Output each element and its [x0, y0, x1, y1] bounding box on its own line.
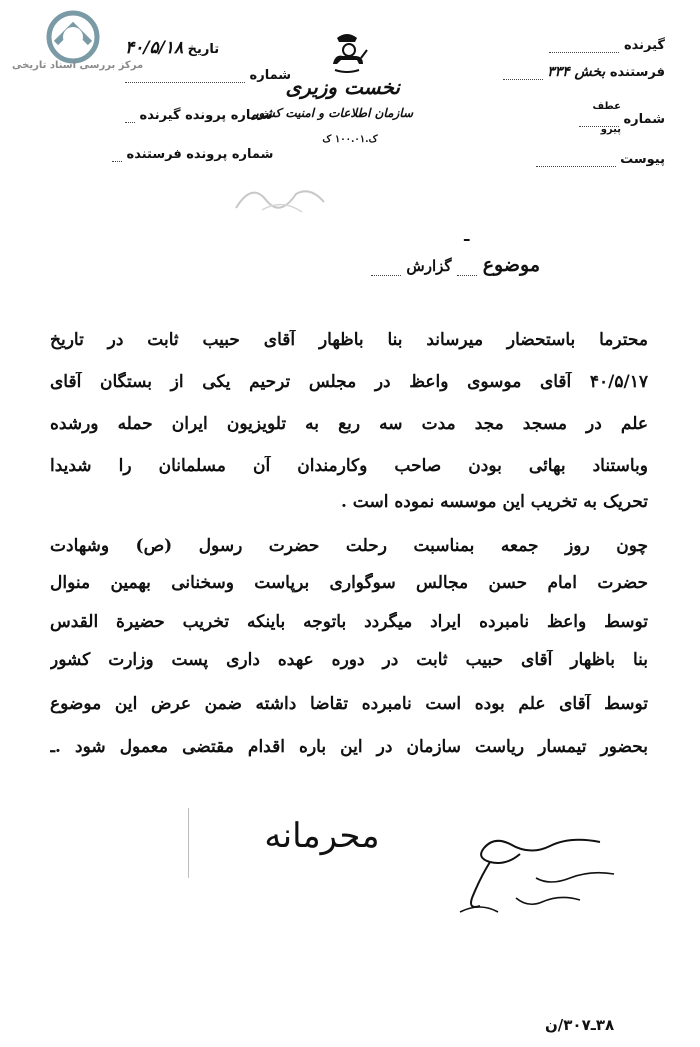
number-label-left: شماره — [249, 68, 292, 83]
body-line-1: محترما باستحضار میرساند بنا باظهار آقای حبیب ثابت در تاریخ — [50, 330, 648, 350]
body-line-6: چون روز جمعه بمناسبت رحلت حضرت رسول (ص) وشهادت — [50, 536, 648, 556]
body-line-11: بحضور تیمسار ریاست سازمان در این باره اقدام مقتضی معمول شود .ـ — [50, 737, 648, 757]
watermark-text: مرکز بررسی اسناد تاریخی — [12, 60, 144, 71]
emblem-code: ک.۱۰۰.۰۱ ک — [322, 134, 378, 145]
subject-line — [320, 254, 540, 276]
number-note-atf: عطف — [592, 101, 621, 112]
archive-logo-icon — [38, 10, 108, 64]
receiver-file-field — [125, 108, 272, 123]
body-line-8: توسط واعظ نامبرده ایراد میگردد باتوجه باینکه تخریب حضیرة القدس — [50, 612, 648, 632]
body-line-9: بنا باظهار آقای حبیب ثابت در دوره عهده داری پست وزارت کشور — [50, 650, 648, 670]
confidential-stamp: محرمانه — [264, 816, 380, 856]
date-value: ۴۰/۵/۱۸ — [125, 38, 184, 58]
date-label: تاریخ — [187, 42, 220, 57]
sender-label: فرستنده — [609, 65, 665, 80]
lion-and-sun-emblem-icon — [325, 30, 369, 74]
body-line-2: ۴۰/۵/۱۷ آقای موسوی واعظ در مجلس ترحیم یکی از بستگان آقای — [50, 372, 648, 392]
number-label-right: شماره — [623, 112, 665, 127]
body-line-4: وباستناد بهائی بودن صاحب وکارمندان آن مسلمانان را شدیدا — [50, 456, 648, 476]
body-line-10: توسط آقای علم بوده است نامبرده تقاضا داشته ضمن عرض این موضوع — [50, 694, 648, 714]
sender-file-field — [112, 147, 273, 162]
number-field-right — [579, 112, 665, 127]
sender-value: بخش ۳۳۴ — [547, 64, 606, 80]
receiver-label: گیرنده — [623, 38, 665, 53]
sender-file-label: شماره پرونده فرستنده — [126, 147, 274, 162]
subject-mark: ـ — [464, 226, 470, 245]
emblem-title: نخست وزیری — [285, 75, 400, 99]
body-line-3: علم در مسجد مجد مدت سه ربع به تلویزیون ایران حمله ورشده — [50, 414, 648, 434]
number-field-left — [125, 68, 291, 83]
margin-line — [188, 808, 189, 878]
signature-icon — [450, 828, 620, 918]
subject-label: موضوع — [482, 254, 540, 276]
attachment-field — [536, 152, 665, 167]
date-field — [125, 38, 219, 58]
faint-scribble — [232, 178, 332, 216]
body-line-7: حضرت امام حسن مجالس سوگواری برپاست وسخنانی بهمین منوال — [50, 573, 648, 593]
document-code: ۳۸ـ۳۰۷/ن — [545, 1016, 615, 1034]
number-note-peyro: پیرو — [600, 124, 621, 135]
body-line-5: تحریک به تخریب این موسسه نموده است . — [340, 492, 648, 512]
attachment-label: پیوست — [620, 152, 665, 167]
receiver-field — [549, 38, 665, 53]
receiver-file-label: شماره پرونده گیرنده — [139, 108, 273, 123]
subject-value: گزارش — [406, 257, 452, 275]
sender-field — [503, 64, 665, 80]
emblem-subtitle: سازمان اطلاعات و امنیت کشور — [252, 106, 413, 120]
